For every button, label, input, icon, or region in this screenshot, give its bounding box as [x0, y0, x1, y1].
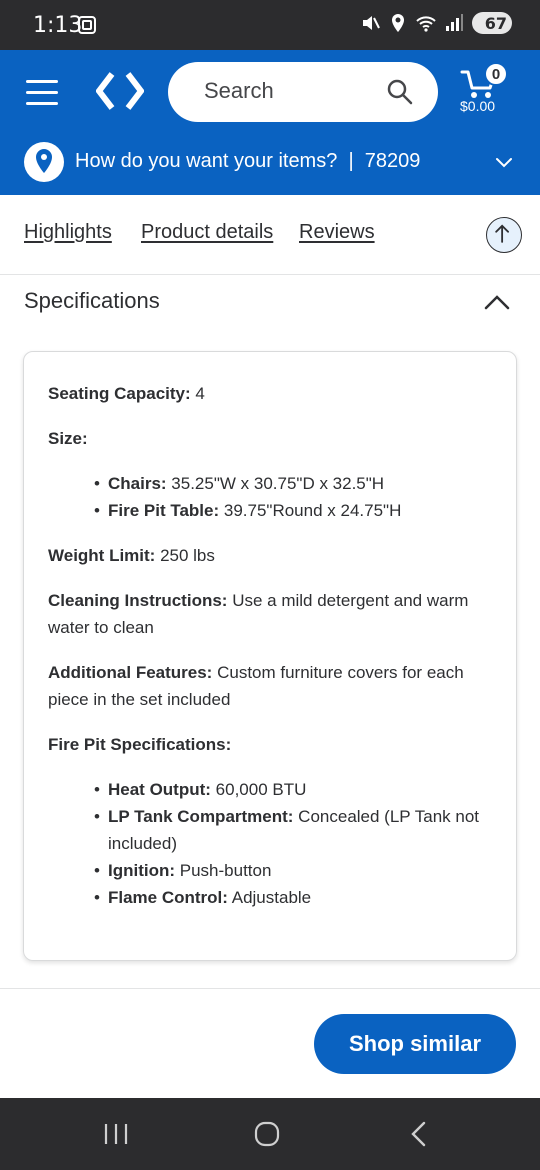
cart-button[interactable] [458, 62, 514, 122]
section-tabs [0, 195, 540, 275]
list-item: • Chairs: 35.25"W x 30.75"D x 32.5"H [108, 470, 492, 497]
size-list [48, 470, 492, 524]
location-selector[interactable] [0, 140, 540, 184]
specifications-title: Specifications [24, 288, 160, 313]
list-item: • Fire Pit Table: 39.75"Round x 24.75"H [108, 497, 492, 524]
search-input[interactable] [168, 62, 438, 122]
spec-size: Size: [48, 429, 88, 448]
chevron-down-icon[interactable] [494, 152, 514, 172]
spec-seating: Seating Capacity: 4 [48, 384, 205, 403]
back-icon[interactable] [405, 1120, 433, 1148]
battery-level: 67 [484, 13, 507, 33]
location-pin-icon [24, 142, 64, 182]
system-nav-bar [0, 1098, 540, 1170]
menu-button[interactable] [26, 80, 58, 106]
chevron-up-icon[interactable] [484, 292, 510, 312]
mute-icon [360, 12, 380, 34]
list-item: • LP Tank Compartment: Concealed (LP Tank not included) [108, 803, 482, 857]
home-icon[interactable] [253, 1120, 281, 1148]
menu-icon-line [26, 102, 58, 105]
tab-product-details[interactable]: Product details [141, 221, 274, 243]
battery-icon [472, 12, 512, 34]
spec-cleaning: Cleaning Instructions: Use a mild detergent and warm water to clean [48, 591, 469, 637]
scroll-to-top-button[interactable] [486, 217, 522, 253]
app-header [0, 50, 540, 195]
list-item: • Flame Control: Adjustable [108, 884, 482, 911]
shop-similar-button[interactable]: Shop similar [314, 1014, 516, 1074]
spec-firepit: Fire Pit Specifications: [48, 735, 232, 754]
arrow-up-icon [487, 218, 520, 251]
status-bar [0, 0, 540, 50]
tab-highlights[interactable]: Highlights [24, 221, 112, 243]
list-item: • Ignition: Push-button [108, 857, 482, 884]
cart-total: $0.00 [460, 98, 496, 114]
divider [0, 988, 540, 989]
menu-icon-line [26, 91, 58, 94]
firepit-list [48, 776, 492, 911]
status-time: 1:13 [33, 13, 83, 38]
recent-apps-icon[interactable] [102, 1120, 130, 1148]
tab-reviews[interactable]: Reviews [299, 221, 375, 243]
wifi-icon [416, 12, 436, 34]
menu-icon-line [26, 80, 58, 83]
location-text: How do you want your items? | 78209 [75, 150, 421, 172]
spec-weight: Weight Limit: 250 lbs [48, 546, 215, 565]
logo-icon[interactable] [96, 70, 144, 112]
search-placeholder: Search [204, 78, 274, 103]
specifications-card [23, 351, 517, 961]
cart-count-badge: 0 [484, 62, 508, 86]
screenshot-icon [77, 15, 97, 35]
location-icon [388, 12, 408, 34]
search-icon[interactable] [386, 78, 414, 106]
signal-icon [444, 12, 464, 34]
spec-features: Additional Features: Custom furniture covers for each piece in the set included [48, 663, 464, 709]
list-item: • Heat Output: 60,000 BTU [108, 776, 482, 803]
